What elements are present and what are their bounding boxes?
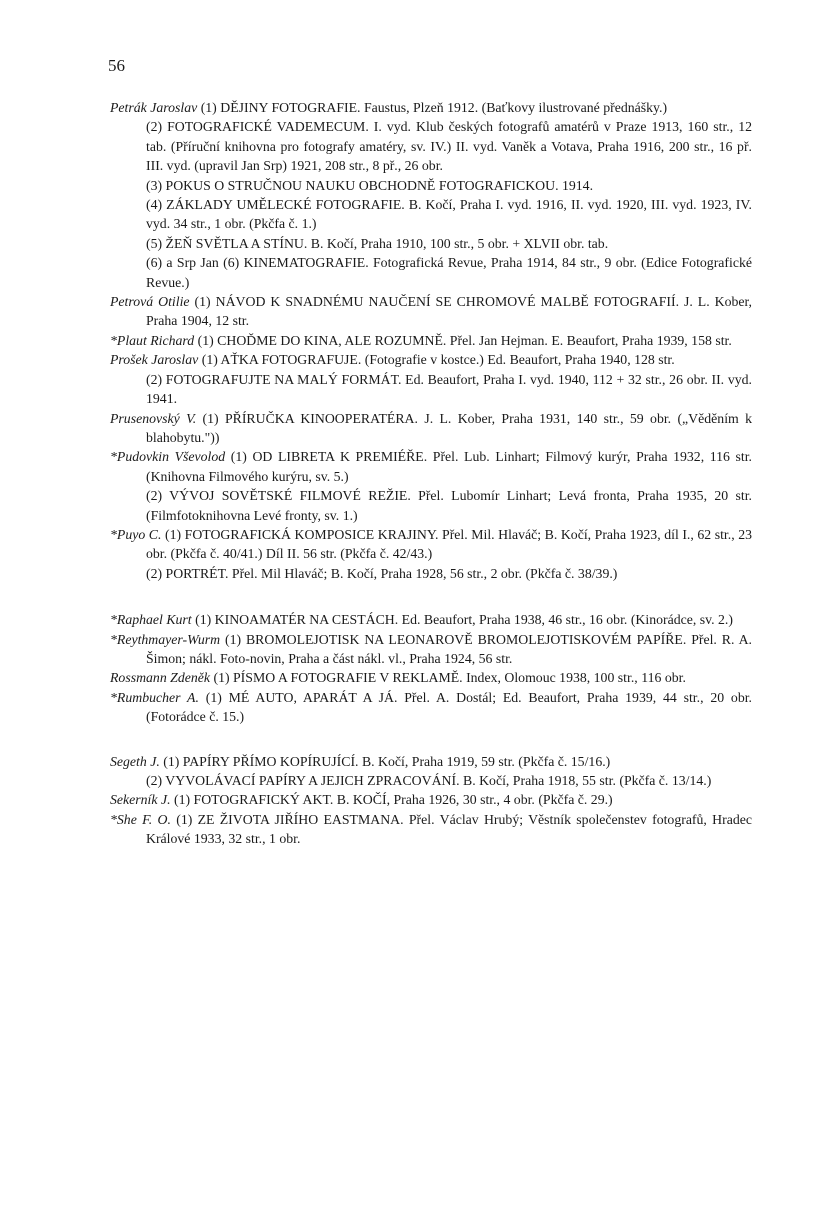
entry-text: (1) CHOĎME DO KINA, ALE ROZUMNĚ. Přel. Jan Hejman. E. Beaufort, Praha 1939, 158 str.: [197, 332, 732, 348]
entry-prosek: [110, 350, 752, 369]
entry-she: [110, 810, 752, 849]
entry-work: (5) ŽEŇ SVĚTLA A STÍNU. B. Kočí, Praha 1910, 100 str., 5 obr. + XLVII obr. tab.: [146, 235, 609, 251]
entry-raphael: [110, 610, 752, 629]
entry-text: (1) KINOAMATÉR NA CESTÁCH. Ed. Beaufort, Praha 1938, 46 str., 16 obr. (Kinorádce, sv. 2.): [195, 612, 733, 628]
entry-sekernik: [110, 790, 752, 809]
entry-work: (2) PORTRÉT. Přel. Mil Hlaváč; B. Kočí, Praha 1928, 56 str., 2 obr. (Pkčfa č. 38/39.): [146, 565, 618, 581]
entry-author: Rossmann Zdeněk: [110, 670, 211, 686]
entry-author: *Reythmayer-Wurm: [110, 631, 221, 647]
entry-author: Prošek Jaroslav: [110, 352, 199, 368]
bibliography-entries: [110, 98, 752, 849]
entry-author: Petrák Jaroslav: [110, 100, 198, 115]
entry-author: *Rumbucher A.: [110, 689, 199, 705]
entry-text: (1) DĚJINY FOTOGRAFIE. Faustus, Plzeň 1912. (Baťkovy ilustrované přednášky.): [200, 100, 668, 115]
entry-petrak: [110, 98, 752, 117]
entry-segeth: [110, 752, 752, 771]
entry-text: (1) ZE ŽIVOTA JIŘÍHO EASTMANA. Přel. Václav Hrubý; Věstník společenstev fotografů, Hradec Králové 1933, 32 str., 1 obr.: [146, 811, 752, 847]
entry-text: (1) OD LIBRETA K PREMIÉŘE. Přel. Lub. Linhart; Filmový kurýr, Praha 1932, 116 str. (Knihovna Filmového kurýru, sv. 5.): [146, 449, 752, 484]
entry-puyo: [110, 525, 752, 564]
entry-work: (4) ZÁKLADY UMĚLECKÉ FOTOGRAFIE. B. Kočí, Praha I. vyd. 1916, II. vyd. 1920, III. vyd. 1923, IV. vyd. 34 str., 1 obr. (Pkčfa č. 1.): [146, 197, 752, 232]
entry-petrova: [110, 292, 752, 331]
entry-text: (1) PŘÍRUČKA KINOOPERATÉRA. J. L. Kober, Praha 1931, 140 str., 59 obr. („Věděním k blahobytu.")): [146, 410, 753, 445]
entry-pudovkin: [110, 447, 752, 486]
entry-text: (1) BROMOLEJOTISK NA LEONAROVĚ BROMOLEJOTISKOVÉM PAPÍŘE. Přel. R. A. Šimon; nákl. Foto-novin, Praha a část nákl. vl., Praha 1924, 56 str.: [146, 631, 752, 666]
entry-author: *Plaut Richard: [110, 332, 195, 348]
section-gap: [110, 727, 752, 752]
entry-author: *Pudovkin Vševolod: [110, 449, 226, 465]
entry-rumbucher: [110, 688, 752, 727]
entry-text: (1) MÉ AUTO, APARÁT A JÁ. Přel. A. Dostál; Ed. Beaufort, Praha 1939, 44 str., 20 obr. (Fotorádce č. 15.): [146, 689, 753, 725]
entry-text: (1) FOTOGRAFICKÝ AKT. B. KOČÍ, Praha 1926, 30 str., 4 obr. (Pkčfa č. 29.): [173, 792, 613, 808]
section-gap: [110, 583, 752, 610]
entry-text: (1) AŤKA FOTOGRAFUJE. (Fotografie v kostce.) Ed. Beaufort, Praha 1940, 128 str.: [201, 352, 675, 368]
page-number: 56: [108, 56, 125, 75]
entry-plaut: [110, 331, 752, 350]
entry-author: Segeth J.: [110, 753, 160, 769]
entry-prusenovsky: [110, 409, 752, 448]
entry-work: (2) VYVOLÁVACÍ PAPÍRY A JEJICH ZPRACOVÁNÍ. B. Kočí, Praha 1918, 55 str. (Pkčfa č. 13/14.): [146, 773, 712, 788]
entry-author: *Raphael Kurt: [110, 612, 192, 628]
entry-work: (3) POKUS O STRUČNOU NAUKU OBCHODNĚ FOTOGRAFICKOU. 1914.: [146, 177, 594, 193]
entry-rossmann: [110, 668, 752, 687]
entry-work: (2) FOTOGRAFUJTE NA MALÝ FORMÁT. Ed. Beaufort, Praha I. vyd. 1940, 112 + 32 str., 26 obr. II. vyd. 1941.: [146, 371, 752, 407]
entry-author: Prusenovský V.: [110, 410, 197, 426]
entry-work: (2) VÝVOJ SOVĚTSKÉ FILMOVÉ REŽIE. Přel. Lubomír Linhart; Levá fronta, Praha 1935, 20 str. (Filmfotoknihovna Levé fronty, sv. 1.): [146, 488, 752, 523]
entry-reythmayer: [110, 630, 752, 669]
entry-text: (1) NÁVOD K SNADNÉMU NAUČENÍ SE CHROMOVÉ MALBĚ FOTOGRAFIÍ. J. L. Kober, Praha 1904, 12 str.: [146, 294, 752, 329]
entry-text: (1) FOTOGRAFICKÁ KOMPOSICE KRAJINY. Přel. Mil. Hlaváč; B. Kočí, Praha 1923, díl I., 62 str., 23 obr. (Pkčfa č. 40/41.) Díl II. 56 str. (Pkčfa č. 42/43.): [146, 526, 752, 562]
entry-text: (1) PAPÍRY PŘÍMO KOPÍRUJÍCÍ. B. Kočí, Praha 1919, 59 str. (Pkčfa č. 15/16.): [163, 753, 611, 769]
entry-author: Petrová Otilie: [110, 294, 190, 310]
entry-author: *Puyo C.: [110, 526, 162, 542]
entry-author: Sekerník J.: [110, 792, 171, 808]
entry-text: (1) PÍSMO A FOTOGRAFIE V REKLAMĚ. Index, Olomouc 1938, 100 str., 116 obr.: [213, 670, 686, 686]
entry-work: (2) FOTOGRAFICKÉ VADEMECUM. I. vyd. Klub českých fotografů amatérů v Praze 1913, 160 str., 12 tab. (Příruční knihovna pro fotografy amatéry, sv. IV.) II. vyd. Vaněk a Votava, Praha 1916, 200 str., 16 př. III. vyd. (upravil Jan Srp) 1921, 208 str., 8 př., 26 obr.: [146, 119, 752, 174]
entry-work: (6) a Srp Jan (6) KINEMATOGRAFIE. Fotografická Revue, Praha 1914, 84 str., 9 obr. (Edice Fotografické Revue.): [146, 255, 752, 290]
entry-author: *She F. O.: [110, 811, 171, 827]
